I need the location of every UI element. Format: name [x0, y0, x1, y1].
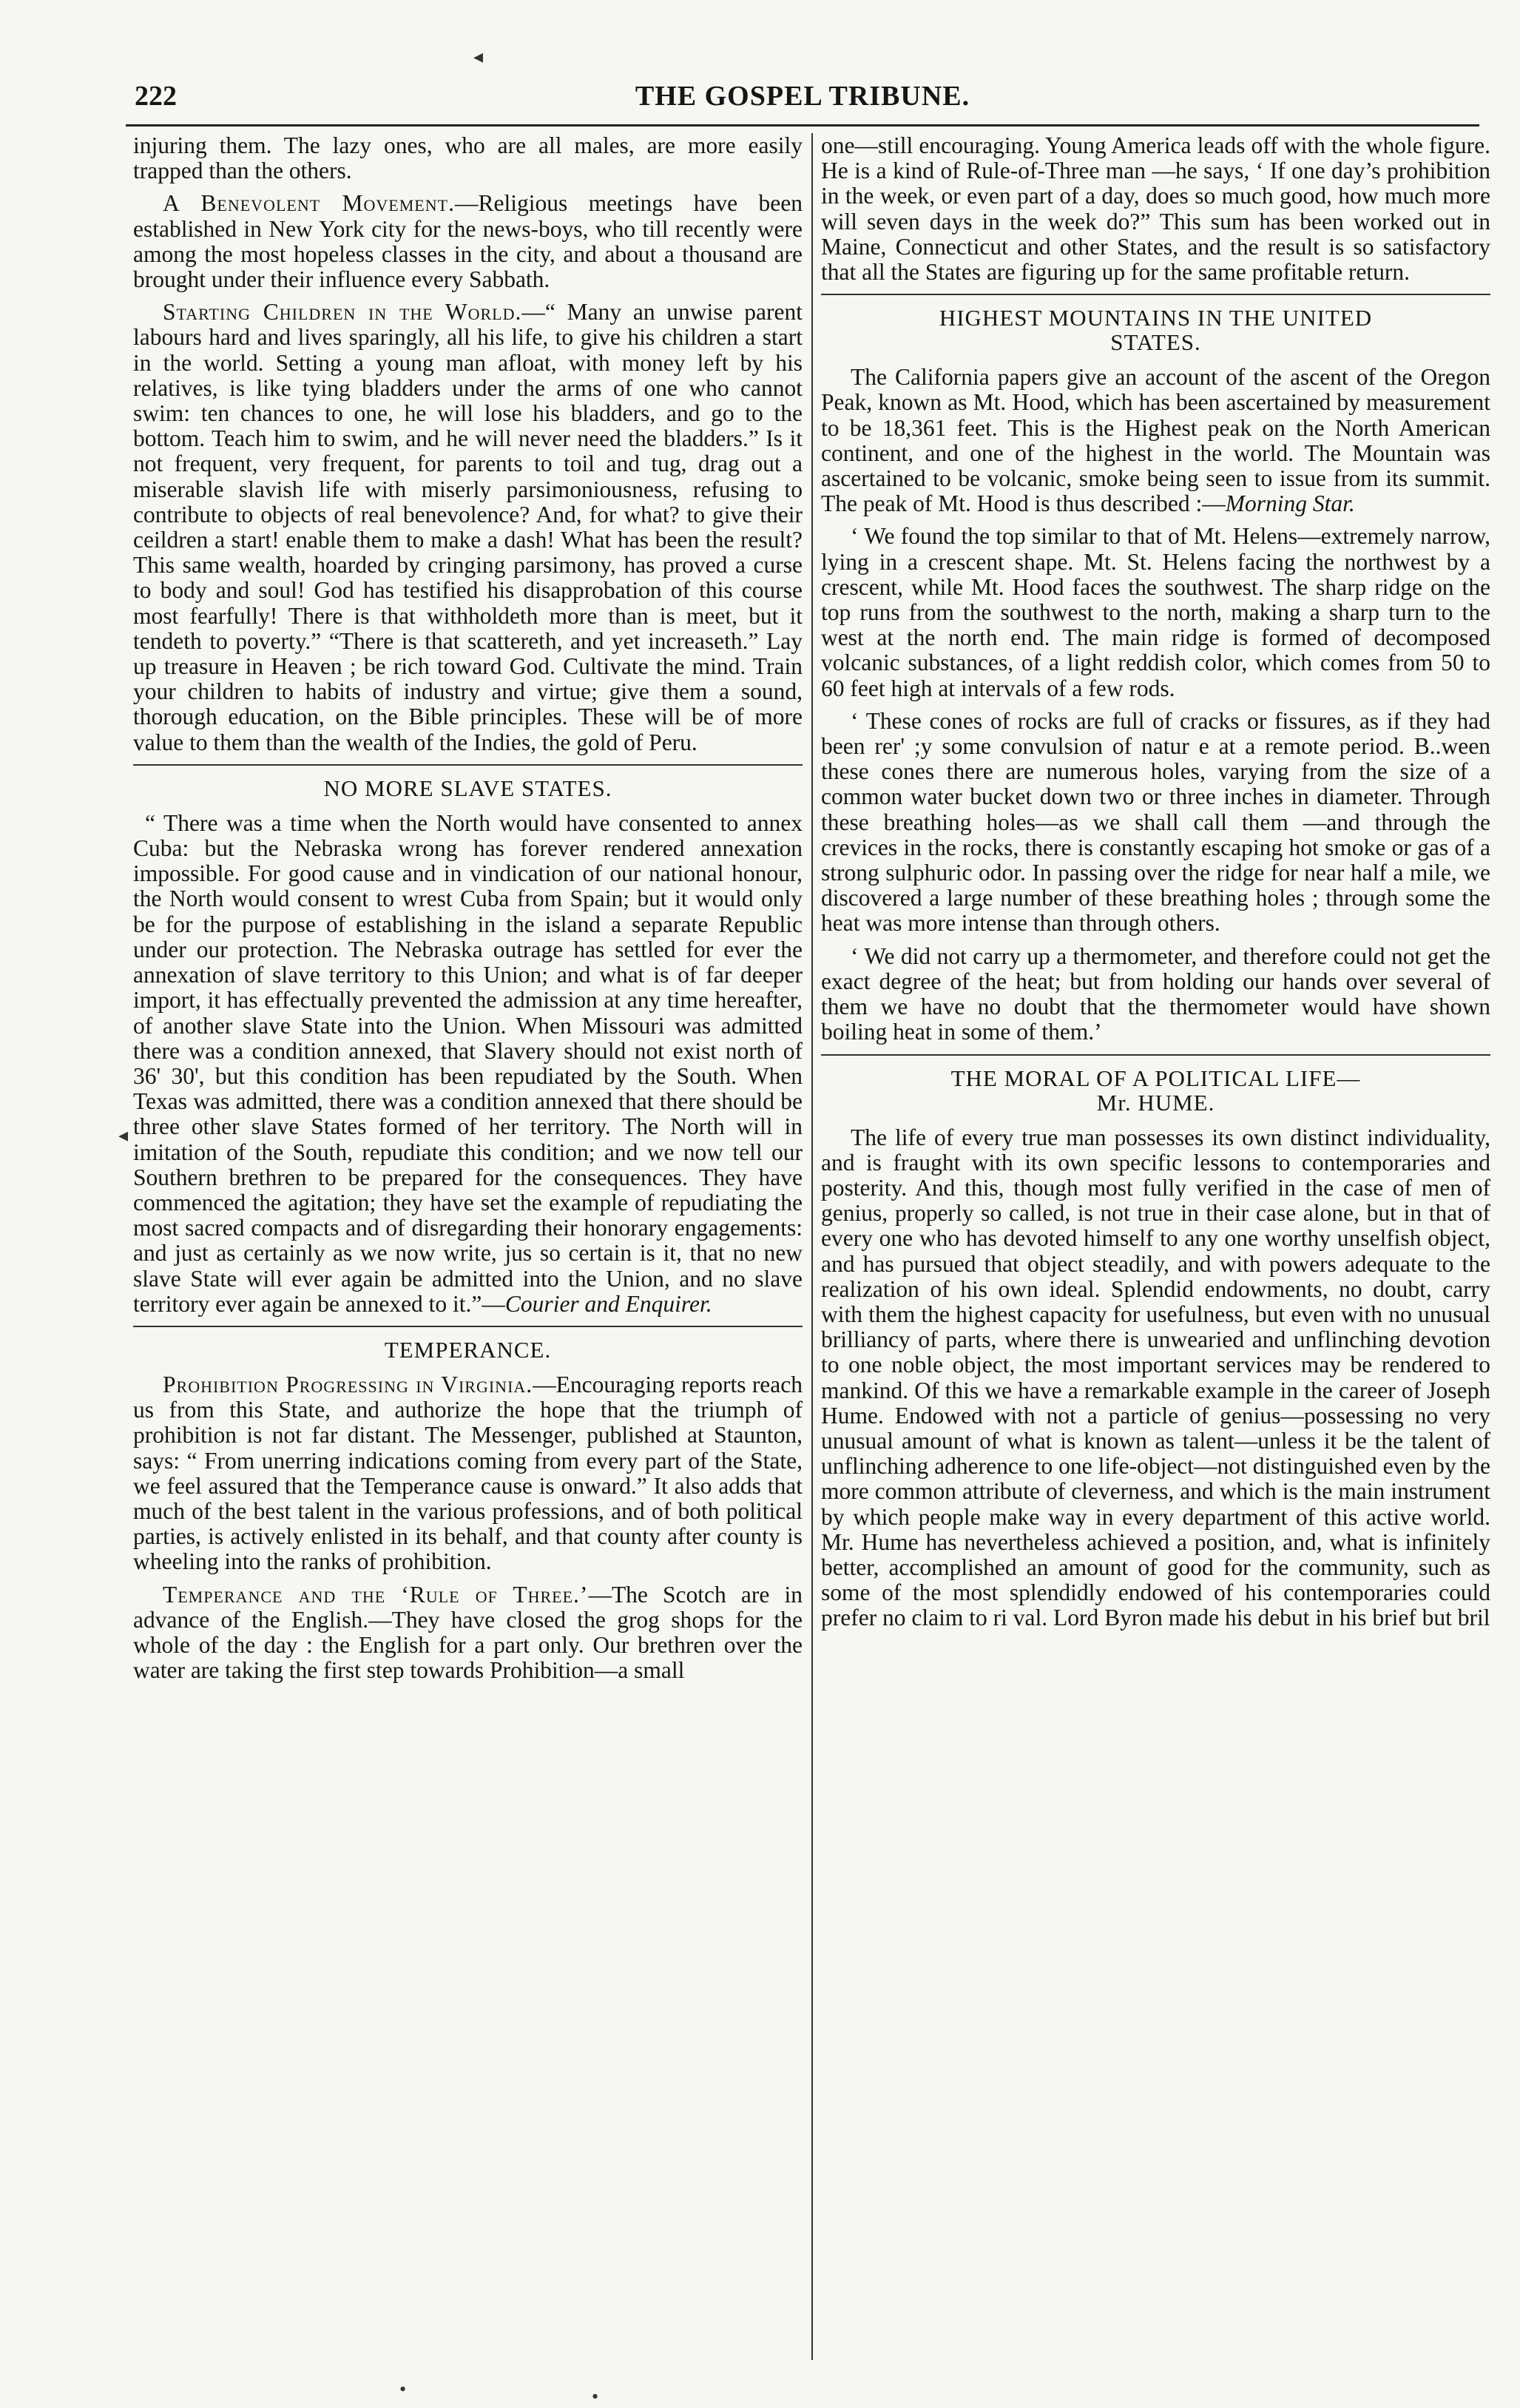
- section-rule: [821, 1054, 1490, 1056]
- paragraph: [133, 811, 803, 1317]
- margin-mark: •: [399, 2378, 407, 2400]
- paragraph-lead: Prohibition Progressing in Virginia.: [163, 1371, 533, 1397]
- paragraph: ‘ We did not carry up a thermometer, and therefore could not get the exact degree of the heat; but from holding our hands over several of them we have no doubt that the thermometer would have shown boiling heat in some of them.’: [821, 942, 1490, 1045]
- paragraph: injuring them. The lazy ones, who are all males, are more easily trapped than the others.: [133, 133, 803, 184]
- paragraph: one—still encouraging. Young America leads off with the whole figure. He is a kind of Rule-of-Three man —he says, ‘ If one day’s prohibition in the week, or even part of a day, does so much good, how much more will seven days in the week do?” This sum has been worked out in Maine, Connecticut and other States, and the result is so satisfactory that all the States are figuring up for the same profitable return.: [821, 133, 1490, 286]
- section-heading: NO MORE SLAVE STATES.: [323, 775, 612, 801]
- paragraph-body: —Religious meetings have been established in New York city for the news-boys, who till recently were among the most hopeless classes in the city, and about a thousand are brought under their influence every Sabbath.: [133, 190, 803, 293]
- paragraph: ‘ These cones of rocks are full of cracks or fissures, as if they had been rer' ;y some convulsion of natur e at a remote period. B..ween these cones there are numerous holes, varying from the size of a common water bucket down two or three inches in diameter. Through these breathing holes—as we shall call them —and through the crevices in the rocks, there is constantly escaping hot smoke or gas of a strong sulphuric odor. In passing over the ridge for near half a mile, we discovered a large number of these breathing holes ; through some the heat was more intense than through others.: [821, 707, 1490, 937]
- column-rule: [811, 133, 813, 2360]
- section-heading: TEMPERANCE.: [384, 1336, 552, 1363]
- page-header: [126, 74, 1479, 126]
- header-rule: [126, 124, 1479, 127]
- heading-line: HIGHEST MOUNTAINS IN THE UNITED: [939, 305, 1373, 331]
- paragraph-body: The California papers give an account of the ascent of the Oregon Peak, known as Mt. Hood, which has been ascertained by measurement to be 18,361 feet. This is the Highest peak on the North American continent, and one of the highest in the world. The Mountain was ascertained to be volcanic, smoke being seen to issue from its summit. The peak of Mt. Hood is thus described :—: [821, 364, 1490, 517]
- paragraph: [821, 365, 1490, 516]
- margin-mark: •: [592, 2386, 599, 2407]
- paragraph: [133, 1582, 803, 1684]
- paragraph: [133, 300, 803, 755]
- source-credit: Courier and Enquirer.: [504, 1290, 712, 1317]
- paragraph-body: “ There was a time when the North would have consented to annex Cuba: but the Nebraska wrong has forever rendered annexation impossible. For good cause and in vindication of our national honour, the North would consent to wrest Cuba from Spain; but it would only be for the purpose of establishing in the island a separate Republic under our protection. The Nebraska outrage has settled for ever the annexation of slave territory to this Union; and what is of far deeper import, it has effectually prevented the admission at any time hereafter, of another slave State into the Union. When Missouri was admitted there was a condition annexed, that Slavery should not exist north of 36' 30', but this condition has been repudiated by the South. When Texas was admitted, there was a condition annexed that there should be three other slave States formed of her territory. The North will in imitation of the South, repudiate this condition; and we now tell our Southern brethren to be prepared for the consequences. They have commenced the agitation; they have set the example of repudiating the most sacred compacts and of disregarding their honorary engagements: and just as certainly as we now write, jus so certain is it, that no new slave State will ever again be admitted into the Union, and no slave territory ever again be annexed to it.”—: [133, 809, 803, 1317]
- paragraph: [133, 191, 803, 292]
- right-column: [821, 133, 1490, 2367]
- paragraph-body: —Encouraging reports reach us from this State, and authorize the hope that the triumph of prohibition is not far distant. The Messenger, published at Staunton, says: “ From unerring indications coming from every part of the State, we feel assured that the Temperance cause is onward.” It also adds that much of the best talent in the various professions, and of both political parties, is actively enlisted in its behalf, and that county after county is wheeling into the ranks of prohibition.: [133, 1371, 803, 1575]
- margin-mark: ◂: [473, 46, 484, 67]
- paragraph: The life of every true man possesses its own distinct individuality, and is fraught with its own specific lessons to contemporaries and posterity. And this, though most fully verified in the case of men of genius, properly so called, is not true in their case alone, but in that of every one who has devoted himself to any one worthy unselfish object, and has pursued that object steadily, and with powers adequate to the realization of his own ideal. Splendid endowments, no doubt, carry with them the highest capacity for usefulness, but even with no unusual brilliancy of parts, where there is unwearied and unflinching devotion to one noble object, the most important services may be rendered to mankind. Of this we have a remarkable example in the career of Joseph Hume. Endowed with not a particle of genius—possessing no very unusual amount of what is known as talent—unless it be the talent of unflinching adherence to one life-object—not distinguished even by the more common attribute of cleverness, and which is the main instrument by which people make way in every department of this active world. Mr. Hume has nevertheless achieved a position, and, what is infinitely better, accomplished an amount of good for the community, such as some of the most splendidly endowed of his contemporaries could prefer no claim to ri val. Lord Byron made his debut in his brief but bril: [821, 1124, 1490, 1631]
- left-column: [133, 133, 803, 2367]
- section-heading: [821, 306, 1490, 354]
- section-rule: [821, 294, 1490, 295]
- paragraph-lead: A Benevolent Movement.: [163, 190, 455, 217]
- paragraph-body: —The Scotch are in advance of the English.—They have closed the grog shops for the whole of the day : the English for a part only. Our brethren over the water are taking the first step towards Prohibition—a small: [133, 1581, 803, 1684]
- heading-line: Mr. HUME.: [1096, 1089, 1215, 1116]
- section-rule: [133, 764, 803, 766]
- heading-line: THE MORAL OF A POLITICAL LIFE—: [950, 1065, 1361, 1091]
- paragraph: [133, 1372, 803, 1575]
- source-credit: Morning Star.: [1225, 490, 1355, 517]
- paragraph-body: —“ Many an unwise parent labours hard and lives sparingly, all his life, to give his children a start in the world. Setting a young man afloat, with money left by his relatives, is like tying bladders under the arms of one who cannot swim: ten chances to one, he will lose his bladders, and go to the bottom. Teach him to swim, and he will never need the bladders.” Is it not frequent, very frequent, for parents to toil and tug, drag out a miserable slavish life with miserly parsimoniousness, refusing to contribute to objects of real benevolence? And, for what? to give their ceildren a start! enable them to make a dash! What has been the result? This same wealth, hoarded by cringing parsimony, has proved a curse to body and soul! God has testified his disapprobation of this course most fearfully! There is that withholdeth more than is meet, but it tendeth to poverty.” “There is that scattereth, and yet increaseth.” Lay up treasure in Heaven ; be rich toward God. Cultivate the mind. Train your children to habits of industry and virtue; give them a sound, thorough education, on the Bible principles. These will be of more value to them than the wealth of the Indies, the gold of Peru.: [133, 299, 803, 755]
- section-rule: [133, 1326, 803, 1327]
- paragraph: ‘ We found the top similar to that of Mt. Helens—extremely narrow, lying in a crescent shape. Mt. St. Helens facing the northwest by a crescent, while Mt. Hood faces the southwest. The sharp ridge on the top runs from the southwest to the north, making a sharp turn to the west at the north end. The main ridge is formed of decomposed volcanic substances, of a light reddish color, which comes from 50 to 60 feet high at intervals of a few rods.: [821, 523, 1490, 701]
- margin-mark: ◂: [118, 1124, 129, 1146]
- paragraph-lead: Temperance and the ‘Rule of Three.’: [163, 1581, 589, 1608]
- paragraph-lead: Starting Children in the World.: [163, 299, 522, 326]
- heading-line: STATES.: [1110, 329, 1201, 356]
- page-number: 222: [135, 81, 177, 112]
- section-heading: [821, 1066, 1490, 1115]
- journal-title: THE GOSPEL TRIBUNE.: [635, 81, 970, 112]
